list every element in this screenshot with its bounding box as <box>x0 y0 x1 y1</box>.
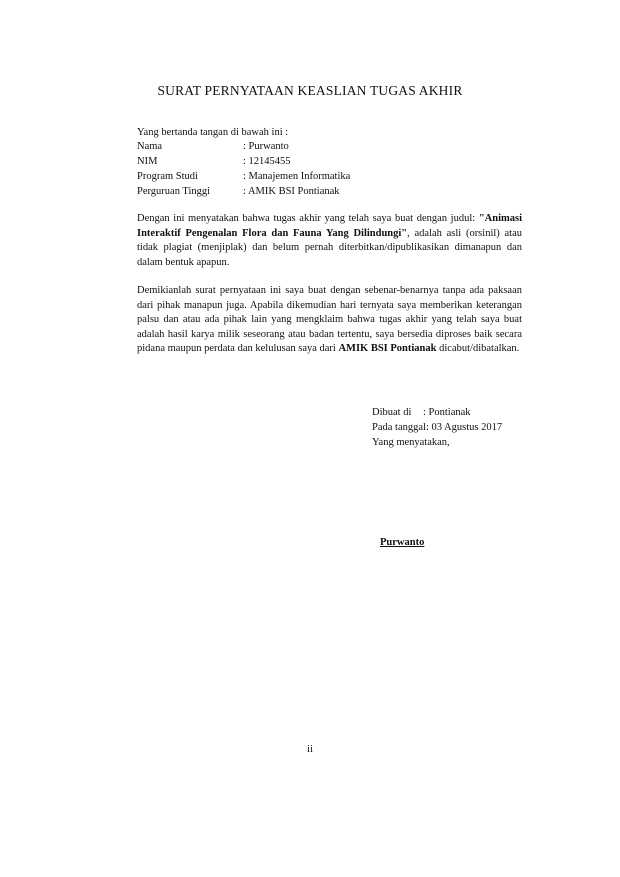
signer-name: Purwanto <box>380 537 425 548</box>
identity-value: : 12145455 <box>243 156 291 167</box>
identity-value: : Purwanto <box>243 141 289 152</box>
identity-row-program <box>137 170 522 185</box>
identity-table <box>137 140 522 200</box>
statement-paragraph <box>137 212 522 270</box>
identity-label: Program Studi <box>137 171 198 182</box>
intro-text: Yang bertanda tangan di bawah ini : <box>137 127 289 138</box>
signature-closing <box>372 435 552 450</box>
statement-text-end: , adalah asli (orsinil) atau tidak plagiat (menjiplak) dan belum pernah diterbitkan/dipublikasikan dimanapun dan dalam bentuk apapun. <box>137 227 522 268</box>
identity-label: NIM <box>137 156 158 167</box>
declaration-text-end: dicabut/dibatalkan. <box>436 343 520 354</box>
closing-text: Yang menyatakan, <box>372 437 450 448</box>
declaration-text: Demikianlah surat pernyataan ini saya buat dengan sebenar-benarnya tanpa ada paksaan dari pihak manapun juga. Apabila dikemudian hari ternyata saya memberikan keterangan palsu dan atau ada pihak lain yang mengklaim bahwa tugas akhir yang telah saya buat adalah hasil karya milik seseorang atau badan tertentu, saya bersedia diproses baik secara pidana maupun perdata dan kelulusan saya dari <box>137 285 522 354</box>
signature-date-row <box>372 420 552 435</box>
identity-value: : Manajemen Informatika <box>243 171 351 182</box>
place-label: Dibuat di <box>372 407 412 418</box>
identity-label: Perguruan Tinggi <box>137 186 211 197</box>
date-value: : 03 Agustus 2017 <box>425 422 503 433</box>
identity-row-university <box>137 185 522 200</box>
thesis-title: "Animasi Interaktif Pengenalan Flora dan Fauna Yang Dilindungi" <box>137 213 522 239</box>
page-number: ii <box>307 744 313 755</box>
institution-name: AMIK BSI Pontianak <box>338 343 437 354</box>
statement-text: Dengan ini menyatakan bahwa tugas akhir yang telah saya buat dengan judul: <box>137 213 479 224</box>
identity-value: : AMIK BSI Pontianak <box>243 186 340 197</box>
identity-row-nim <box>137 155 522 170</box>
declaration-paragraph <box>137 284 522 357</box>
identity-label: Nama <box>137 141 163 152</box>
signature-place-row <box>372 405 552 420</box>
place-value: : Pontianak <box>423 407 471 418</box>
signature-block <box>372 405 552 450</box>
identity-row-name <box>137 140 522 155</box>
date-label: Pada tanggal <box>372 422 426 433</box>
document-title: SURAT PERNYATAAN KEASLIAN TUGAS AKHIR <box>157 83 463 98</box>
